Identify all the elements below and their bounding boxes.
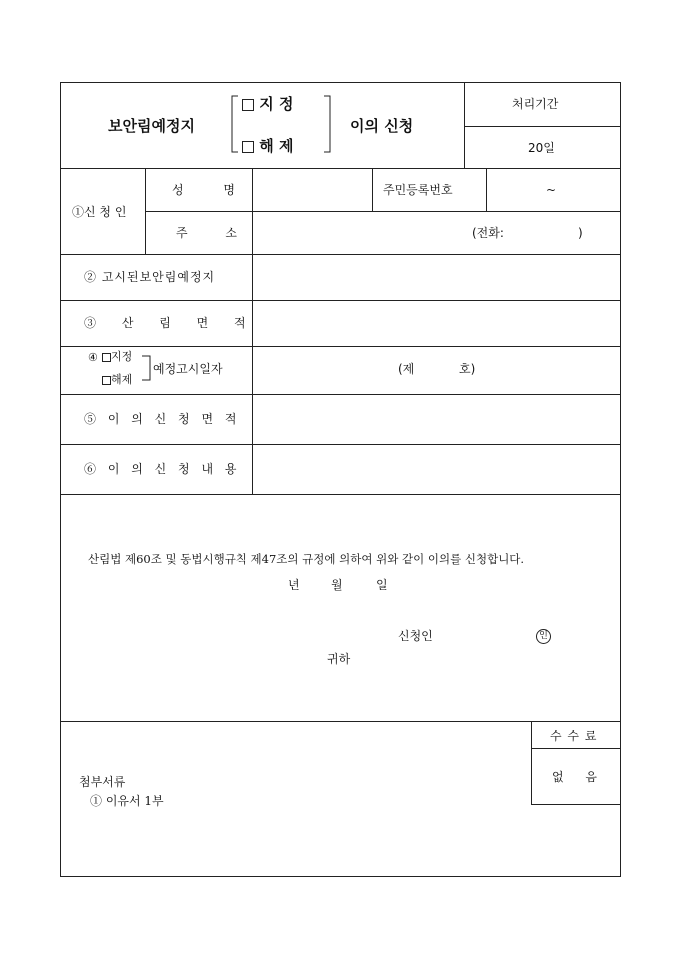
date-day-label: 일 (376, 578, 388, 592)
statement-text: 산림법 제60조 및 동법시행규칙 제47조의 규정에 의하여 위와 같이 이의를 신청합니다. (88, 552, 525, 566)
option-designate[interactable]: 지 정 (242, 95, 293, 113)
row-forest-area-label: ③ 산 림 면 적 (84, 316, 246, 330)
fee-value: 없 음 (552, 770, 597, 784)
processing-period-value: 20일 (528, 141, 555, 155)
attachments-label: 첨부서류 (79, 775, 126, 789)
rrn-value[interactable]: ~ (546, 183, 557, 197)
signer-label: 신청인 (398, 629, 433, 643)
forest-area-field[interactable] (253, 301, 620, 346)
rrn-label: 주민등록번호 (383, 183, 453, 197)
row4-label: 예정고시일자 (153, 362, 223, 376)
name-field[interactable] (253, 169, 371, 211)
checkbox-icon[interactable] (242, 141, 254, 153)
date-month-label: 월 (331, 578, 343, 592)
address-label: 주 소 (176, 226, 237, 240)
row-objection-area-label: ⑤ 이 의 신 청 면 적 (84, 412, 237, 426)
seal-mark[interactable]: 인 (536, 629, 551, 644)
checkbox-icon[interactable] (102, 353, 111, 362)
phone-close: ) (578, 226, 583, 240)
row-announced-reserve-label: ② 고시된보안림예정지 (84, 270, 216, 284)
row4-value-open: (제 (398, 362, 415, 376)
checkbox-icon[interactable] (242, 99, 254, 111)
row4-bracket-icon (141, 354, 153, 382)
objection-area-field[interactable] (253, 395, 620, 444)
right-bracket-icon (322, 95, 336, 153)
date-year-label: 년 (288, 578, 300, 592)
left-bracket-icon (226, 95, 240, 153)
address-field[interactable] (253, 212, 463, 254)
phone-field[interactable] (510, 212, 576, 254)
applicant-section-label: ①신 청 인 (72, 205, 127, 219)
announcement-date-field[interactable] (253, 347, 620, 394)
attachment-item: ① 이유서 1부 (90, 794, 164, 808)
row-objection-content-label: ⑥ 이 의 신 청 내 용 (84, 462, 237, 476)
announced-reserve-field[interactable] (253, 255, 620, 300)
addressee-label: 귀하 (327, 652, 351, 666)
option-release[interactable]: 해 제 (242, 137, 293, 155)
row4-value-close: 호) (459, 362, 476, 376)
form-title-left: 보안림예정지 (108, 117, 195, 135)
form-title-right: 이의 신청 (350, 117, 414, 135)
name-label: 성 명 (172, 183, 235, 197)
processing-period-label: 처리기간 (512, 97, 559, 111)
checkbox-icon[interactable] (102, 376, 111, 385)
row4-option-release[interactable]: 해제 (102, 373, 132, 387)
fee-label: 수 수 료 (550, 729, 597, 743)
row4-option-designate[interactable]: 지정 (102, 350, 132, 364)
row4-number: ④ (88, 351, 98, 364)
phone-label: (전화: (472, 226, 504, 240)
objection-content-field[interactable] (253, 445, 620, 494)
